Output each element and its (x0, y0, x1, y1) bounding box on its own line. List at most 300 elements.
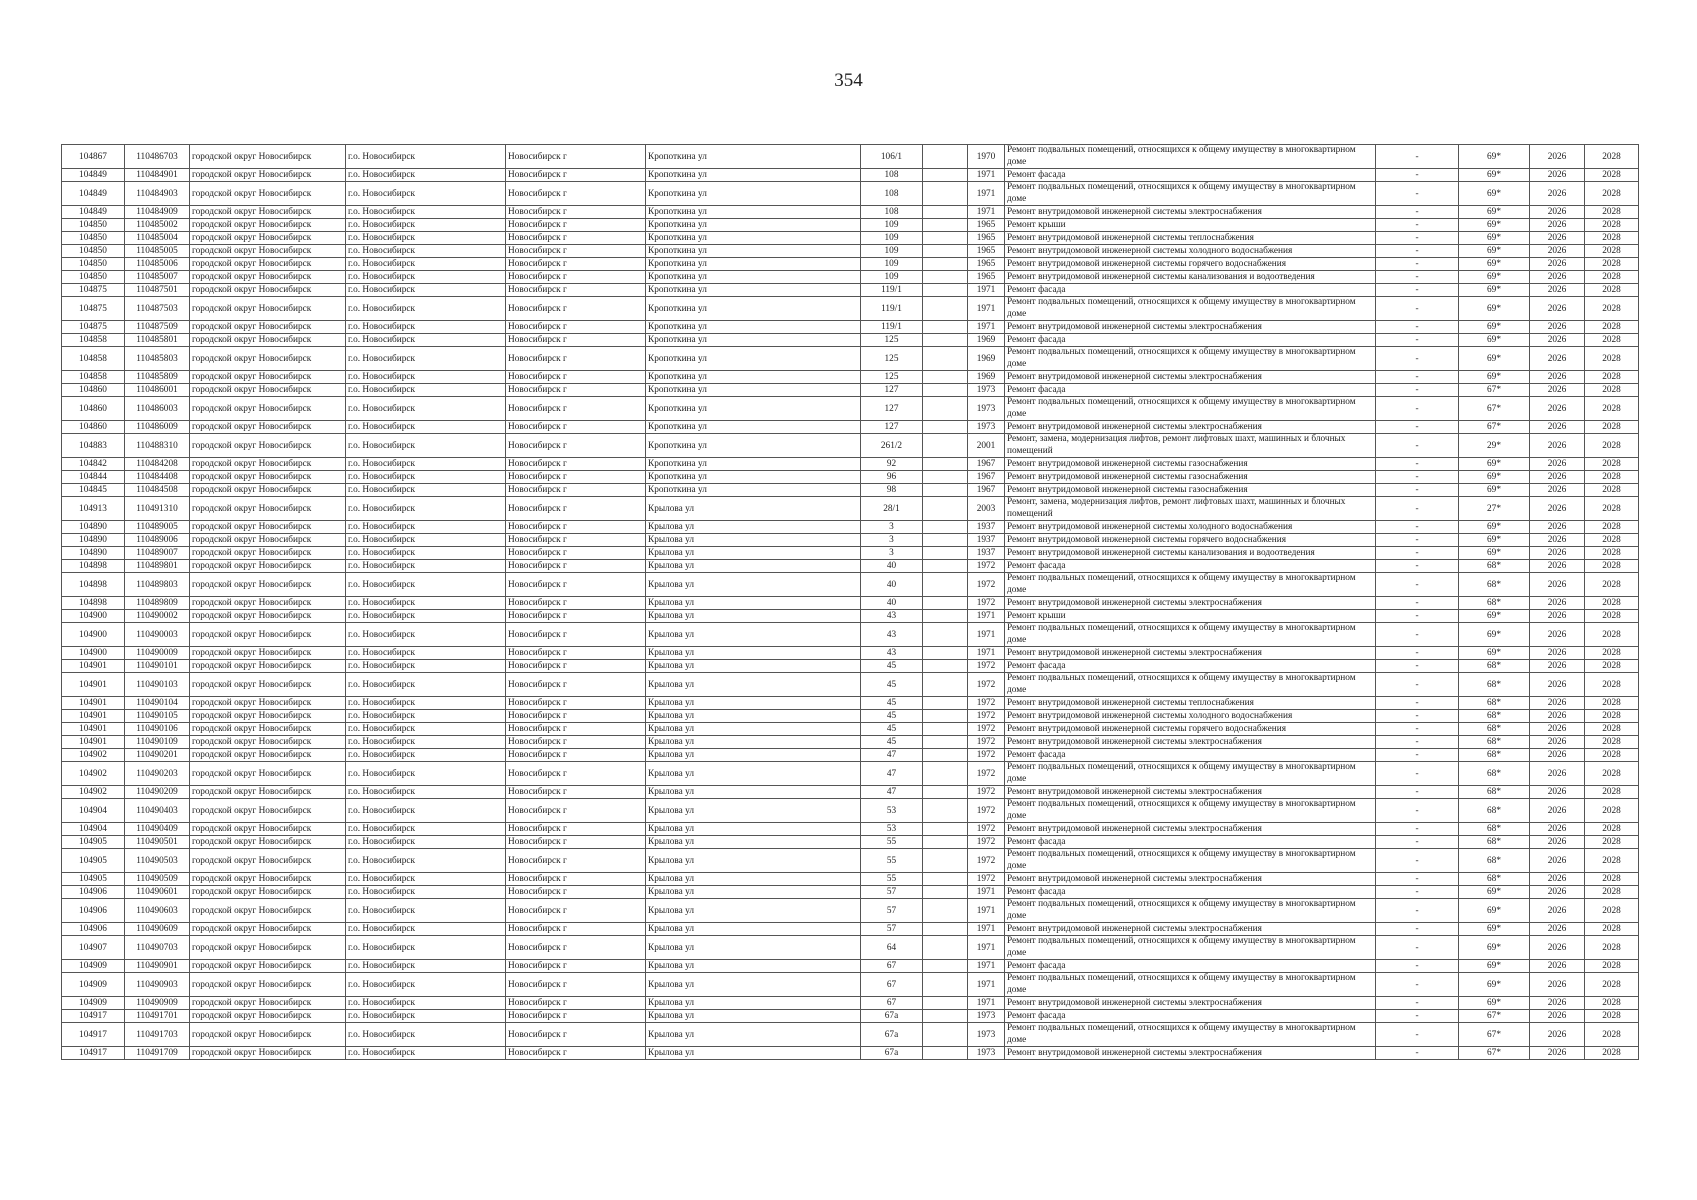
cost-cell: - (1376, 799, 1459, 823)
table-row (62, 660, 1639, 673)
build-year-cell: 1973 (968, 384, 1005, 397)
table-row (62, 973, 1639, 997)
district-cell: г.о. Новосибирск (346, 923, 506, 936)
wear-percent-cell: 69* (1459, 471, 1530, 484)
house-number-cell: 45 (861, 723, 923, 736)
street-cell: Крылова ул (646, 1010, 861, 1023)
city-cell: Новосибирск г (506, 471, 646, 484)
city-cell: Новосибирск г (506, 271, 646, 284)
record-id-cell: 110490503 (125, 849, 190, 873)
city-cell: Новосибирск г (506, 484, 646, 497)
table-row (62, 849, 1639, 873)
cost-cell: - (1376, 521, 1459, 534)
municipality-cell: городской округ Новосибирск (190, 397, 346, 421)
work-type-cell: Ремонт подвальных помещений, относящихся к общему имуществу в многоквартирном доме (1005, 297, 1376, 321)
house-number-cell: 125 (861, 371, 923, 384)
start-year-cell: 2026 (1530, 899, 1585, 923)
build-year-cell: 1972 (968, 736, 1005, 749)
cost-cell: - (1376, 762, 1459, 786)
end-year-cell: 2028 (1585, 997, 1639, 1010)
end-year-cell: 2028 (1585, 1023, 1639, 1047)
empty-column-cell (923, 973, 968, 997)
house-id-cell: 104858 (62, 334, 125, 347)
house-number-cell: 57 (861, 886, 923, 899)
table-row (62, 258, 1639, 271)
register-table (61, 144, 1639, 1060)
table-row (62, 182, 1639, 206)
municipality-cell: городской округ Новосибирск (190, 573, 346, 597)
work-type-cell: Ремонт, замена, модернизация лифтов, ремонт лифтовых шахт, машинных и блочных помещений (1005, 497, 1376, 521)
start-year-cell: 2026 (1530, 534, 1585, 547)
city-cell: Новосибирск г (506, 434, 646, 458)
city-cell: Новосибирск г (506, 145, 646, 169)
street-cell: Кропоткина ул (646, 297, 861, 321)
empty-column-cell (923, 573, 968, 597)
house-id-cell: 104850 (62, 271, 125, 284)
table-row (62, 573, 1639, 597)
work-type-cell: Ремонт подвальных помещений, относящихся к общему имуществу в многоквартирном доме (1005, 347, 1376, 371)
house-id-cell: 104901 (62, 697, 125, 710)
municipality-cell: городской округ Новосибирск (190, 421, 346, 434)
house-number-cell: 119/1 (861, 284, 923, 297)
end-year-cell: 2028 (1585, 497, 1639, 521)
work-type-cell: Ремонт фасада (1005, 1010, 1376, 1023)
cost-cell: - (1376, 623, 1459, 647)
table-row (62, 1023, 1639, 1047)
district-cell: г.о. Новосибирск (346, 484, 506, 497)
record-id-cell: 110487503 (125, 297, 190, 321)
start-year-cell: 2026 (1530, 786, 1585, 799)
work-type-cell: Ремонт подвальных помещений, относящихся к общему имуществу в многоквартирном доме (1005, 799, 1376, 823)
work-type-cell: Ремонт внутридомовой инженерной системы электроснабжения (1005, 736, 1376, 749)
street-cell: Кропоткина ул (646, 484, 861, 497)
record-id-cell: 110487509 (125, 321, 190, 334)
record-id-cell: 110485005 (125, 245, 190, 258)
city-cell: Новосибирск г (506, 206, 646, 219)
start-year-cell: 2026 (1530, 673, 1585, 697)
municipality-cell: городской округ Новосибирск (190, 484, 346, 497)
start-year-cell: 2026 (1530, 886, 1585, 899)
house-id-cell: 104917 (62, 1010, 125, 1023)
end-year-cell: 2028 (1585, 1010, 1639, 1023)
table-row (62, 823, 1639, 836)
table-row (62, 284, 1639, 297)
empty-column-cell (923, 169, 968, 182)
work-type-cell: Ремонт фасада (1005, 169, 1376, 182)
start-year-cell: 2026 (1530, 836, 1585, 849)
table-row (62, 397, 1639, 421)
build-year-cell: 1973 (968, 1047, 1005, 1060)
city-cell: Новосибирск г (506, 1023, 646, 1047)
build-year-cell: 1967 (968, 484, 1005, 497)
build-year-cell: 1969 (968, 334, 1005, 347)
end-year-cell: 2028 (1585, 284, 1639, 297)
end-year-cell: 2028 (1585, 206, 1639, 219)
street-cell: Крылова ул (646, 660, 861, 673)
record-id-cell: 110484208 (125, 458, 190, 471)
municipality-cell: городской округ Новосибирск (190, 1010, 346, 1023)
work-type-cell: Ремонт фасада (1005, 660, 1376, 673)
empty-column-cell (923, 799, 968, 823)
wear-percent-cell: 69* (1459, 271, 1530, 284)
wear-percent-cell: 68* (1459, 849, 1530, 873)
empty-column-cell (923, 534, 968, 547)
end-year-cell: 2028 (1585, 836, 1639, 849)
city-cell: Новосибирск г (506, 182, 646, 206)
cost-cell: - (1376, 660, 1459, 673)
build-year-cell: 1971 (968, 960, 1005, 973)
start-year-cell: 2026 (1530, 823, 1585, 836)
house-number-cell: 45 (861, 673, 923, 697)
district-cell: г.о. Новосибирск (346, 421, 506, 434)
build-year-cell: 1972 (968, 799, 1005, 823)
start-year-cell: 2026 (1530, 723, 1585, 736)
end-year-cell: 2028 (1585, 749, 1639, 762)
district-cell: г.о. Новосибирск (346, 849, 506, 873)
house-number-cell: 45 (861, 697, 923, 710)
work-type-cell: Ремонт подвальных помещений, относящихся к общему имуществу в многоквартирном доме (1005, 673, 1376, 697)
street-cell: Крылова ул (646, 697, 861, 710)
table-row (62, 749, 1639, 762)
district-cell: г.о. Новосибирск (346, 471, 506, 484)
district-cell: г.о. Новосибирск (346, 219, 506, 232)
table-row (62, 997, 1639, 1010)
house-id-cell: 104906 (62, 899, 125, 923)
end-year-cell: 2028 (1585, 297, 1639, 321)
wear-percent-cell: 67* (1459, 421, 1530, 434)
house-id-cell: 104875 (62, 321, 125, 334)
build-year-cell: 1972 (968, 849, 1005, 873)
house-id-cell: 104858 (62, 347, 125, 371)
house-id-cell: 104913 (62, 497, 125, 521)
end-year-cell: 2028 (1585, 471, 1639, 484)
cost-cell: - (1376, 245, 1459, 258)
wear-percent-cell: 29* (1459, 434, 1530, 458)
end-year-cell: 2028 (1585, 547, 1639, 560)
start-year-cell: 2026 (1530, 697, 1585, 710)
end-year-cell: 2028 (1585, 560, 1639, 573)
municipality-cell: городской округ Новосибирск (190, 899, 346, 923)
empty-column-cell (923, 849, 968, 873)
house-number-cell: 127 (861, 397, 923, 421)
empty-column-cell (923, 560, 968, 573)
city-cell: Новосибирск г (506, 397, 646, 421)
cost-cell: - (1376, 710, 1459, 723)
record-id-cell: 110485004 (125, 232, 190, 245)
end-year-cell: 2028 (1585, 799, 1639, 823)
district-cell: г.о. Новосибирск (346, 673, 506, 697)
end-year-cell: 2028 (1585, 334, 1639, 347)
table-row (62, 1010, 1639, 1023)
district-cell: г.о. Новосибирск (346, 145, 506, 169)
cost-cell: - (1376, 258, 1459, 271)
house-id-cell: 104858 (62, 371, 125, 384)
work-type-cell: Ремонт крыши (1005, 610, 1376, 623)
work-type-cell: Ремонт фасада (1005, 749, 1376, 762)
wear-percent-cell: 27* (1459, 497, 1530, 521)
empty-column-cell (923, 660, 968, 673)
end-year-cell: 2028 (1585, 573, 1639, 597)
house-id-cell: 104898 (62, 560, 125, 573)
build-year-cell: 1972 (968, 573, 1005, 597)
municipality-cell: городской округ Новосибирск (190, 206, 346, 219)
municipality-cell: городской округ Новосибирск (190, 219, 346, 232)
end-year-cell: 2028 (1585, 484, 1639, 497)
empty-column-cell (923, 145, 968, 169)
work-type-cell: Ремонт внутридомовой инженерной системы электроснабжения (1005, 823, 1376, 836)
cost-cell: - (1376, 384, 1459, 397)
cost-cell: - (1376, 997, 1459, 1010)
house-number-cell: 57 (861, 923, 923, 936)
wear-percent-cell: 69* (1459, 334, 1530, 347)
empty-column-cell (923, 245, 968, 258)
district-cell: г.о. Новосибирск (346, 534, 506, 547)
start-year-cell: 2026 (1530, 258, 1585, 271)
wear-percent-cell: 68* (1459, 710, 1530, 723)
district-cell: г.о. Новосибирск (346, 573, 506, 597)
district-cell: г.о. Новосибирск (346, 397, 506, 421)
work-type-cell: Ремонт внутридомовой инженерной системы газоснабжения (1005, 484, 1376, 497)
record-id-cell: 110490104 (125, 697, 190, 710)
empty-column-cell (923, 434, 968, 458)
cost-cell: - (1376, 271, 1459, 284)
house-id-cell: 104901 (62, 660, 125, 673)
work-type-cell: Ремонт внутридомовой инженерной системы холодного водоснабжения (1005, 710, 1376, 723)
district-cell: г.о. Новосибирск (346, 547, 506, 560)
municipality-cell: городской округ Новосибирск (190, 697, 346, 710)
house-id-cell: 104850 (62, 245, 125, 258)
cost-cell: - (1376, 182, 1459, 206)
municipality-cell: городской округ Новосибирск (190, 169, 346, 182)
record-id-cell: 110484903 (125, 182, 190, 206)
wear-percent-cell: 68* (1459, 749, 1530, 762)
cost-cell: - (1376, 297, 1459, 321)
wear-percent-cell: 69* (1459, 973, 1530, 997)
table-row (62, 836, 1639, 849)
table-row (62, 547, 1639, 560)
house-id-cell: 104850 (62, 258, 125, 271)
start-year-cell: 2026 (1530, 245, 1585, 258)
house-number-cell: 40 (861, 573, 923, 597)
municipality-cell: городской округ Новосибирск (190, 497, 346, 521)
district-cell: г.о. Новосибирск (346, 1023, 506, 1047)
street-cell: Кропоткина ул (646, 371, 861, 384)
record-id-cell: 110490103 (125, 673, 190, 697)
house-number-cell: 43 (861, 610, 923, 623)
street-cell: Крылова ул (646, 799, 861, 823)
end-year-cell: 2028 (1585, 647, 1639, 660)
table-row (62, 873, 1639, 886)
end-year-cell: 2028 (1585, 321, 1639, 334)
house-id-cell: 104867 (62, 145, 125, 169)
wear-percent-cell: 67* (1459, 397, 1530, 421)
wear-percent-cell: 68* (1459, 573, 1530, 597)
start-year-cell: 2026 (1530, 206, 1585, 219)
house-id-cell: 104904 (62, 823, 125, 836)
build-year-cell: 1965 (968, 258, 1005, 271)
wear-percent-cell: 69* (1459, 169, 1530, 182)
district-cell: г.о. Новосибирск (346, 297, 506, 321)
municipality-cell: городской округ Новосибирск (190, 1047, 346, 1060)
end-year-cell: 2028 (1585, 849, 1639, 873)
work-type-cell: Ремонт подвальных помещений, относящихся к общему имуществу в многоквартирном доме (1005, 573, 1376, 597)
build-year-cell: 1971 (968, 623, 1005, 647)
empty-column-cell (923, 271, 968, 284)
start-year-cell: 2026 (1530, 749, 1585, 762)
street-cell: Крылова ул (646, 521, 861, 534)
district-cell: г.о. Новосибирск (346, 371, 506, 384)
house-id-cell: 104904 (62, 799, 125, 823)
district-cell: г.о. Новосибирск (346, 271, 506, 284)
district-cell: г.о. Новосибирск (346, 623, 506, 647)
build-year-cell: 1972 (968, 673, 1005, 697)
table-row (62, 371, 1639, 384)
city-cell: Новосибирск г (506, 560, 646, 573)
district-cell: г.о. Новосибирск (346, 936, 506, 960)
wear-percent-cell: 69* (1459, 521, 1530, 534)
work-type-cell: Ремонт внутридомовой инженерной системы электроснабжения (1005, 421, 1376, 434)
city-cell: Новосибирск г (506, 936, 646, 960)
municipality-cell: городской округ Новосибирск (190, 534, 346, 547)
city-cell: Новосибирск г (506, 660, 646, 673)
record-id-cell: 110490101 (125, 660, 190, 673)
city-cell: Новосибирск г (506, 573, 646, 597)
house-number-cell: 43 (861, 623, 923, 647)
house-number-cell: 108 (861, 182, 923, 206)
start-year-cell: 2026 (1530, 271, 1585, 284)
start-year-cell: 2026 (1530, 660, 1585, 673)
street-cell: Кропоткина ул (646, 169, 861, 182)
house-number-cell: 67 (861, 960, 923, 973)
work-type-cell: Ремонт подвальных помещений, относящихся к общему имуществу в многоквартирном доме (1005, 762, 1376, 786)
district-cell: г.о. Новосибирск (346, 997, 506, 1010)
cost-cell: - (1376, 169, 1459, 182)
district-cell: г.о. Новосибирск (346, 347, 506, 371)
city-cell: Новосибирск г (506, 723, 646, 736)
municipality-cell: городской округ Новосибирск (190, 710, 346, 723)
empty-column-cell (923, 1047, 968, 1060)
city-cell: Новосибирск г (506, 736, 646, 749)
municipality-cell: городской округ Новосибирск (190, 873, 346, 886)
page-number: 354 (834, 70, 863, 91)
work-type-cell: Ремонт фасада (1005, 334, 1376, 347)
record-id-cell: 110490109 (125, 736, 190, 749)
house-number-cell: 109 (861, 219, 923, 232)
district-cell: г.о. Новосибирск (346, 973, 506, 997)
build-year-cell: 1972 (968, 710, 1005, 723)
cost-cell: - (1376, 145, 1459, 169)
house-id-cell: 104850 (62, 232, 125, 245)
end-year-cell: 2028 (1585, 736, 1639, 749)
city-cell: Новосибирск г (506, 347, 646, 371)
municipality-cell: городской округ Новосибирск (190, 1023, 346, 1047)
cost-cell: - (1376, 899, 1459, 923)
house-number-cell: 127 (861, 421, 923, 434)
municipality-cell: городской округ Новосибирск (190, 786, 346, 799)
empty-column-cell (923, 899, 968, 923)
house-number-cell: 67 (861, 973, 923, 997)
work-type-cell: Ремонт подвальных помещений, относящихся к общему имуществу в многоквартирном доме (1005, 1023, 1376, 1047)
cost-cell: - (1376, 647, 1459, 660)
house-id-cell: 104905 (62, 873, 125, 886)
build-year-cell: 1972 (968, 823, 1005, 836)
work-type-cell: Ремонт внутридомовой инженерной системы канализования и водоотведения (1005, 547, 1376, 560)
wear-percent-cell: 69* (1459, 206, 1530, 219)
wear-percent-cell: 69* (1459, 484, 1530, 497)
build-year-cell: 1971 (968, 997, 1005, 1010)
street-cell: Крылова ул (646, 1047, 861, 1060)
wear-percent-cell: 68* (1459, 786, 1530, 799)
table-row (62, 960, 1639, 973)
street-cell: Кропоткина ул (646, 334, 861, 347)
municipality-cell: городской округ Новосибирск (190, 458, 346, 471)
record-id-cell: 110490501 (125, 836, 190, 849)
table-row (62, 206, 1639, 219)
cost-cell: - (1376, 458, 1459, 471)
build-year-cell: 1972 (968, 762, 1005, 786)
wear-percent-cell: 69* (1459, 245, 1530, 258)
build-year-cell: 1967 (968, 471, 1005, 484)
build-year-cell: 2001 (968, 434, 1005, 458)
record-id-cell: 110489007 (125, 547, 190, 560)
record-id-cell: 110490003 (125, 623, 190, 647)
street-cell: Крылова ул (646, 997, 861, 1010)
build-year-cell: 1973 (968, 421, 1005, 434)
city-cell: Новосибирск г (506, 258, 646, 271)
end-year-cell: 2028 (1585, 786, 1639, 799)
house-number-cell: 119/1 (861, 297, 923, 321)
table-row (62, 471, 1639, 484)
work-type-cell: Ремонт подвальных помещений, относящихся к общему имуществу в многоквартирном доме (1005, 145, 1376, 169)
record-id-cell: 110490409 (125, 823, 190, 836)
start-year-cell: 2026 (1530, 973, 1585, 997)
district-cell: г.о. Новосибирск (346, 697, 506, 710)
cost-cell: - (1376, 849, 1459, 873)
work-type-cell: Ремонт, замена, модернизация лифтов, ремонт лифтовых шахт, машинных и блочных помещений (1005, 434, 1376, 458)
end-year-cell: 2028 (1585, 371, 1639, 384)
house-number-cell: 43 (861, 647, 923, 660)
start-year-cell: 2026 (1530, 623, 1585, 647)
city-cell: Новосибирск г (506, 749, 646, 762)
street-cell: Кропоткина ул (646, 321, 861, 334)
street-cell: Крылова ул (646, 762, 861, 786)
house-number-cell: 67 (861, 997, 923, 1010)
street-cell: Крылова ул (646, 836, 861, 849)
street-cell: Крылова ул (646, 749, 861, 762)
house-id-cell: 104850 (62, 219, 125, 232)
table-row (62, 697, 1639, 710)
record-id-cell: 110491310 (125, 497, 190, 521)
city-cell: Новосибирск г (506, 623, 646, 647)
city-cell: Новосибирск г (506, 547, 646, 560)
start-year-cell: 2026 (1530, 458, 1585, 471)
municipality-cell: городской округ Новосибирск (190, 660, 346, 673)
cost-cell: - (1376, 497, 1459, 521)
house-number-cell: 127 (861, 384, 923, 397)
district-cell: г.о. Новосибирск (346, 710, 506, 723)
municipality-cell: городской округ Новосибирск (190, 271, 346, 284)
house-id-cell: 104849 (62, 206, 125, 219)
build-year-cell: 1971 (968, 886, 1005, 899)
end-year-cell: 2028 (1585, 610, 1639, 623)
house-id-cell: 104900 (62, 610, 125, 623)
build-year-cell: 1969 (968, 371, 1005, 384)
cost-cell: - (1376, 284, 1459, 297)
house-id-cell: 104849 (62, 182, 125, 206)
work-type-cell: Ремонт фасада (1005, 560, 1376, 573)
municipality-cell: городской округ Новосибирск (190, 471, 346, 484)
start-year-cell: 2026 (1530, 1023, 1585, 1047)
